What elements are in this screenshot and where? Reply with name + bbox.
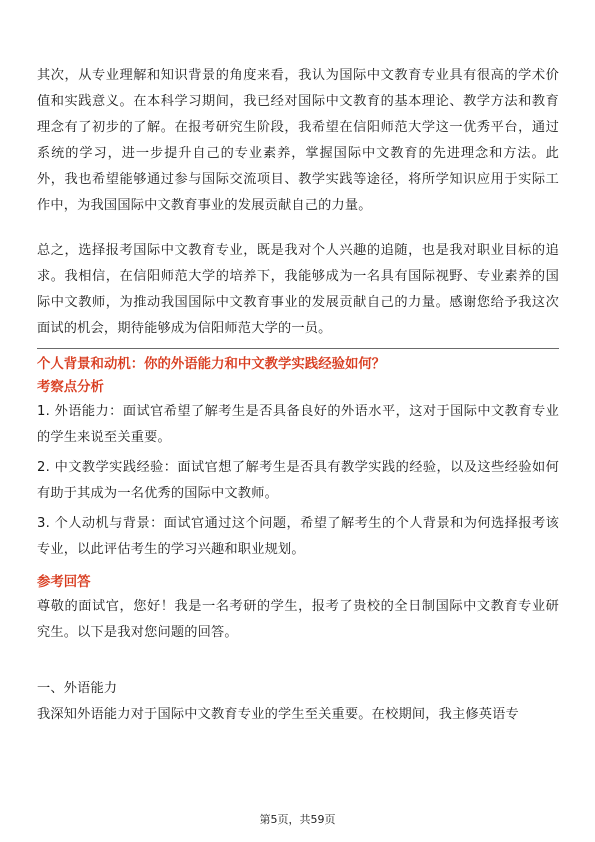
analysis-list: [37, 399, 559, 564]
section-divider: [37, 348, 559, 349]
answer-subheading: 一、外语能力: [37, 680, 118, 696]
page-content: [37, 63, 559, 728]
analysis-item: 1. 外语能力：面试官希望了解考生是否具备良好的外语水平，这对于国际中文教育专业的学生来说至关重要。: [37, 403, 559, 446]
answer-intro: 尊敬的面试官，您好！我是一名考研的学生，报考了贵校的全日制国际中文教育专业研究生。以下是我对您问题的回答。: [37, 598, 559, 640]
paragraph-continuation: 其次，从专业理解和知识背景的角度来看，我认为国际中文教育专业具有很高的学术价值和实践意义。在本科学习期间，我已经对国际中文教育的基本理论、教学方法和教育理念有了初步的了解。在报考研究生阶段，我希望在信阳师范大学这一优秀平台，通过系统的学习，进一步提升自己的专业素养，掌握国际中文教育的先进理念和方法。此外，我也希望能够通过参与国际交流项目、教学实践等途径，将所学知识应用于实际工作中，为我国国际中文教育事业的发展贡献自己的力量。: [37, 68, 559, 214]
analysis-heading: 考察点分析: [37, 379, 104, 395]
page-footer: 第5页，共59页: [259, 813, 336, 826]
answer-body: 我深知外语能力对于国际中文教育专业的学生至关重要。在校期间，我主修英语专: [37, 706, 519, 722]
answer-heading: 参考回答: [37, 574, 91, 590]
paragraph-conclusion: 总之，选择报考国际中文教育专业，既是我对个人兴趣的追随，也是我对职业目标的追求。我相信，在信阳师范大学的培养下，我能够成为一名具有国际视野、专业素养的国际中文教师，为推动我国国际中文教育事业的发展贡献自己的力量。感谢您给予我这次面试的机会，期待能够成为信阳师范大学的一员。: [37, 242, 559, 336]
interview-question: 个人背景和动机：你的外语能力和中文教学实践经验如何？: [37, 356, 386, 372]
analysis-item: 3. 个人动机与背景：面试官通过这个问题，希望了解考生的个人背景和为何选择报考该专业，以此评估考生的学习兴趣和职业规划。: [37, 516, 559, 558]
analysis-item: 2. 中文教学实践经验：面试官想了解考生是否具有教学实践的经验，以及这些经验如何有助于其成为一名优秀的国际中文教师。: [37, 460, 559, 502]
